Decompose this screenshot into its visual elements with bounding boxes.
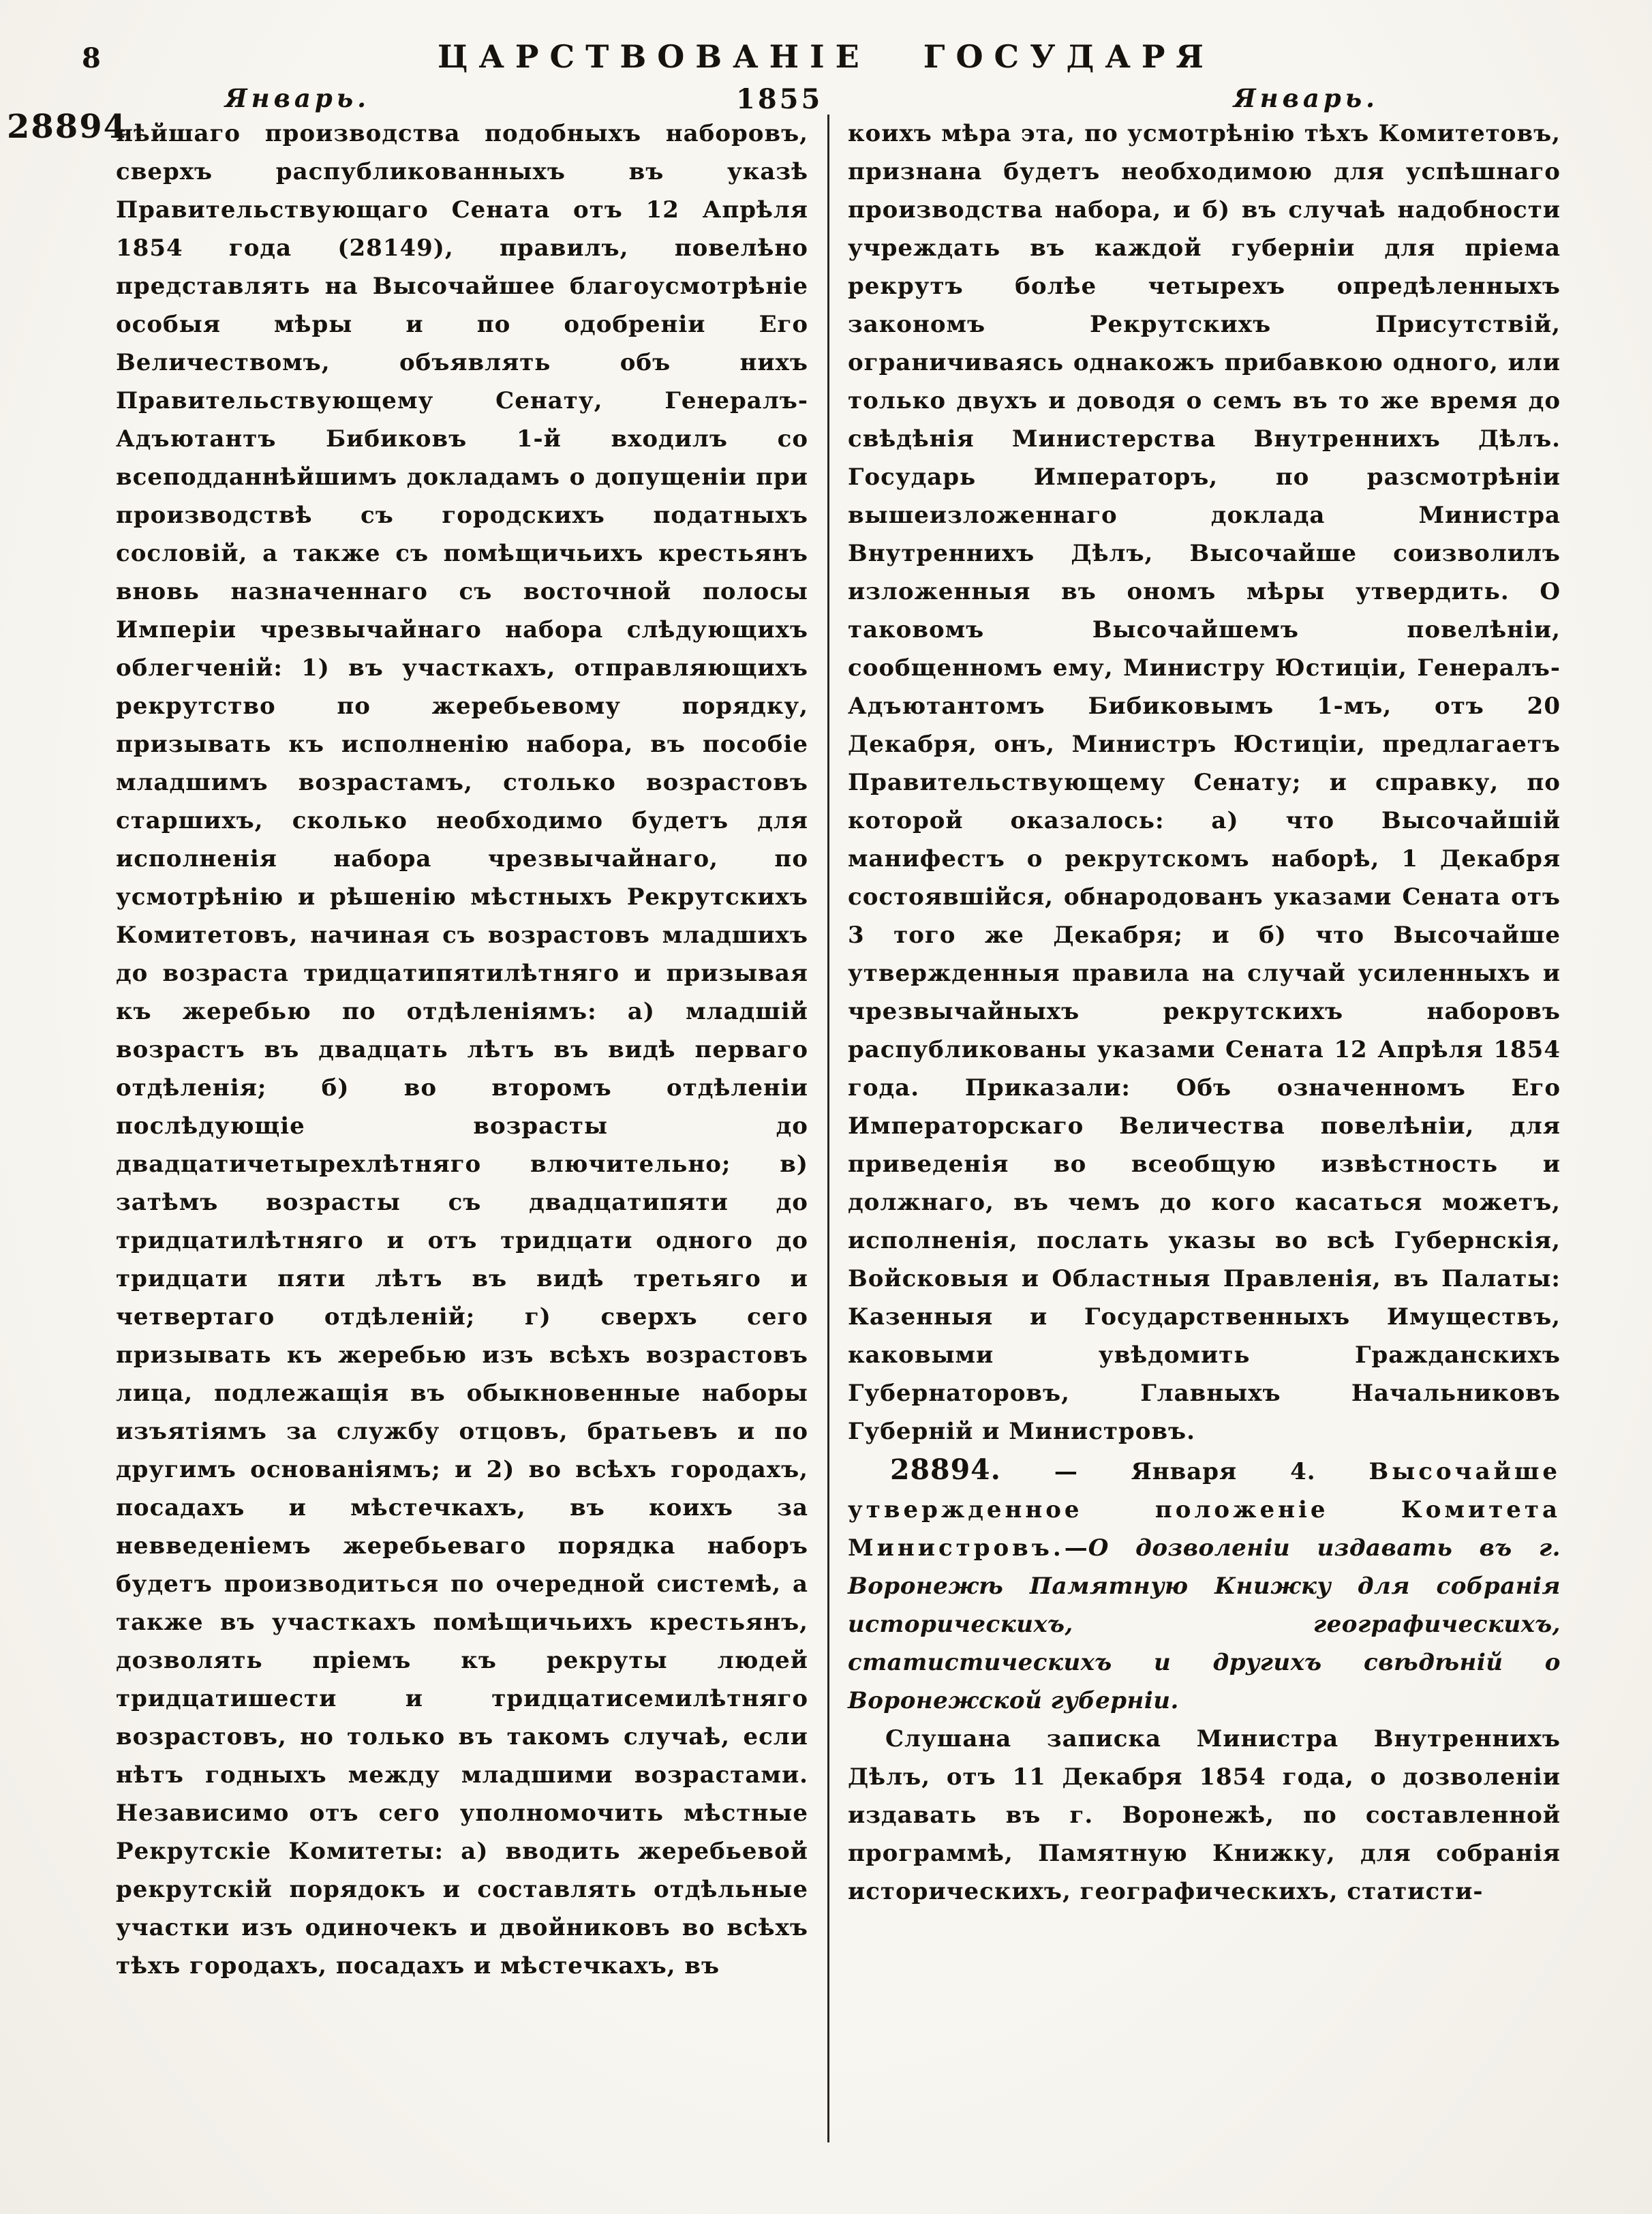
entry-dash: — bbox=[1064, 1534, 1088, 1562]
page-number: 8 bbox=[82, 42, 101, 74]
right-column-continuation: коихъ мѣра эта, по усмотрѣнію тѣхъ Комитетовъ, признана будетъ необходимою для успѣшнаго производства набора, и б) въ случаѣ надобности учреждать въ каждой губерніи для пріема рекрутъ болѣе четырехъ опредѣленныхъ закономъ Рекрутскихъ Присутствій, ограничиваясь однакожъ прибавкою одного, или только двухъ и доводя о семъ въ то же время до свѣдѣнія Министерства Внутреннихъ Дѣлъ. Государь Императоръ, по разсмотрѣніи вышеизложеннаго доклада Министра Внутреннихъ Дѣлъ, Высочайше соизволилъ изложенныя въ ономъ мѣры утвердить. О таковомъ Высочайшемъ повелѣніи, сообщенномъ ему, Министру Юстиціи, Генералъ-Адъютантомъ Бибиковымъ 1-мъ, отъ 20 Декабря, онъ, Министръ Юстиціи, предлагаетъ Правительствующему Сенату; и справку, по которой оказалось: а) что Высочайшій манифестъ о рекрутскомъ наборѣ, 1 Декабря состоявшійся, обнародованъ указами Сената отъ 3 того же Декабря; и б) что Высочайше утвержденныя правила на случай усиленныхъ и чрезвычайныхъ рекрутскихъ наборовъ распубликованы указами Сената 12 Апрѣля 1854 года. Приказали: Объ означенномъ Его Императорскаго Величества повелѣніи, для приведенія во всеобщую извѣстность и должнаго, въ чемъ до кого касаться можетъ, исполненія, послать указы во всѣ Губернскія, Войсковыя и Областныя Правленія, въ Палаты: Казенныя и Государственныхъ Имуществъ, каковыми увѣдомить Гражданскихъ Губернаторовъ, Главныхъ Начальниковъ Губерній и Министровъ. bbox=[848, 120, 1561, 1445]
entry-date-intro: — Января 4. bbox=[1000, 1458, 1369, 1485]
right-column bbox=[848, 115, 1561, 2180]
header-month-right: Январь. bbox=[1234, 83, 1379, 113]
entry-subject-line: О дозволеніи издавать въ г. Воронежѣ Памятную Книжку для собранія историческихъ, географическихъ, статистическихъ и другихъ свѣдѣній о Воронежской губерніи. bbox=[848, 1534, 1561, 1714]
entry-number: 28894. bbox=[890, 1453, 1001, 1486]
left-column bbox=[116, 115, 808, 2180]
entry-title: Высочайше утвержденное положеніе Комитета Министровъ. bbox=[848, 1458, 1561, 1562]
left-column-text: нѣйшаго производства подобныхъ наборовъ, сверхъ распубликованныхъ въ указѣ Правительствующаго Сената отъ 12 Апрѣля 1854 года (28149), правилъ, повелѣно представлять на Высочайшее благоусмотрѣніе особыя мѣры и по одобреніи Его Величествомъ, объявлять объ нихъ Правительствующему Сенату, Генералъ-Адъютантъ Бибиковъ 1-й входилъ со всеподданнѣйшимъ докладамъ о допущеніи при производствѣ съ городскихъ податныхъ сословій, а также съ помѣщичьихъ крестьянъ вновь назначеннаго съ восточной полосы Имперіи чрезвычайнаго набора слѣдующихъ облегченій: 1) въ участкахъ, отправляющихъ рекрутство по жеребьевому порядку, призывать къ исполненію набора, въ пособіе младшимъ возрастамъ, столько возрастовъ старшихъ, сколько необходимо будетъ для исполненія набора чрезвычайнаго, по усмотрѣнію и рѣшенію мѣстныхъ Рекрутскихъ Комитетовъ, начиная съ возрастовъ младшихъ до возраста тридцатипятилѣтняго и призывая къ жеребью по отдѣленіямъ: а) младшій возрастъ въ двадцать лѣтъ въ видѣ перваго отдѣленія; б) во второмъ отдѣленіи послѣдующіе возрасты до двадцатичетырехлѣтняго влючительно; в) затѣмъ возрасты съ двадцатипяти до тридцатилѣтняго и отъ тридцати одного до тридцати пяти лѣтъ въ видѣ третьяго и четвертаго отдѣленій; г) сверхъ сего призывать къ жеребью изъ всѣхъ возрастовъ лица, подлежащія въ обыкновенные наборы изъятіямъ за службу отцовъ, братьевъ и по другимъ основаніямъ; и 2) во всѣхъ городахъ, посадахъ и мѣстечкахъ, въ коихъ за невведеніемъ жеребьеваго порядка наборъ будетъ производиться по очередной системѣ, а также въ участкахъ помѣщичьихъ крестьянъ, дозволять пріемъ къ рекруты людей тридцатишести и тридцатисемилѣтняго возрастовъ, но только въ такомъ случаѣ, если нѣтъ годныхъ между младшими возрастами. Независимо отъ сего уполномочить мѣстные Рекрутскіе Комитеты: а) вводить жеребьевой рекрутскій порядокъ и составлять отдѣльные участки изъ одиночекъ и двойниковъ во всѣхъ тѣхъ городахъ, посадахъ и мѣстечкахъ, въ bbox=[116, 120, 808, 1980]
column-gap-right bbox=[829, 115, 848, 2180]
header-month-left: Январь. bbox=[225, 83, 371, 113]
text-columns bbox=[116, 115, 1561, 2180]
entry-heading bbox=[848, 1451, 1561, 1720]
margin-entry-number: 28894 bbox=[7, 108, 127, 146]
column-gap-left bbox=[808, 115, 827, 2180]
running-header-title: ЦАРСТВОВАНІЕ ГОСУДАРЯ bbox=[438, 38, 1214, 75]
entry-body-paragraph: Слушана записка Министра Внутреннихъ Дѣлъ, отъ 11 Декабря 1854 года, о дозволеніи издавать въ г. Воронежѣ, по составленной программѣ, Памятную Книжку, для собранія историческихъ, географическихъ, статисти- bbox=[848, 1725, 1561, 1905]
header-year: 1855 bbox=[736, 83, 823, 115]
